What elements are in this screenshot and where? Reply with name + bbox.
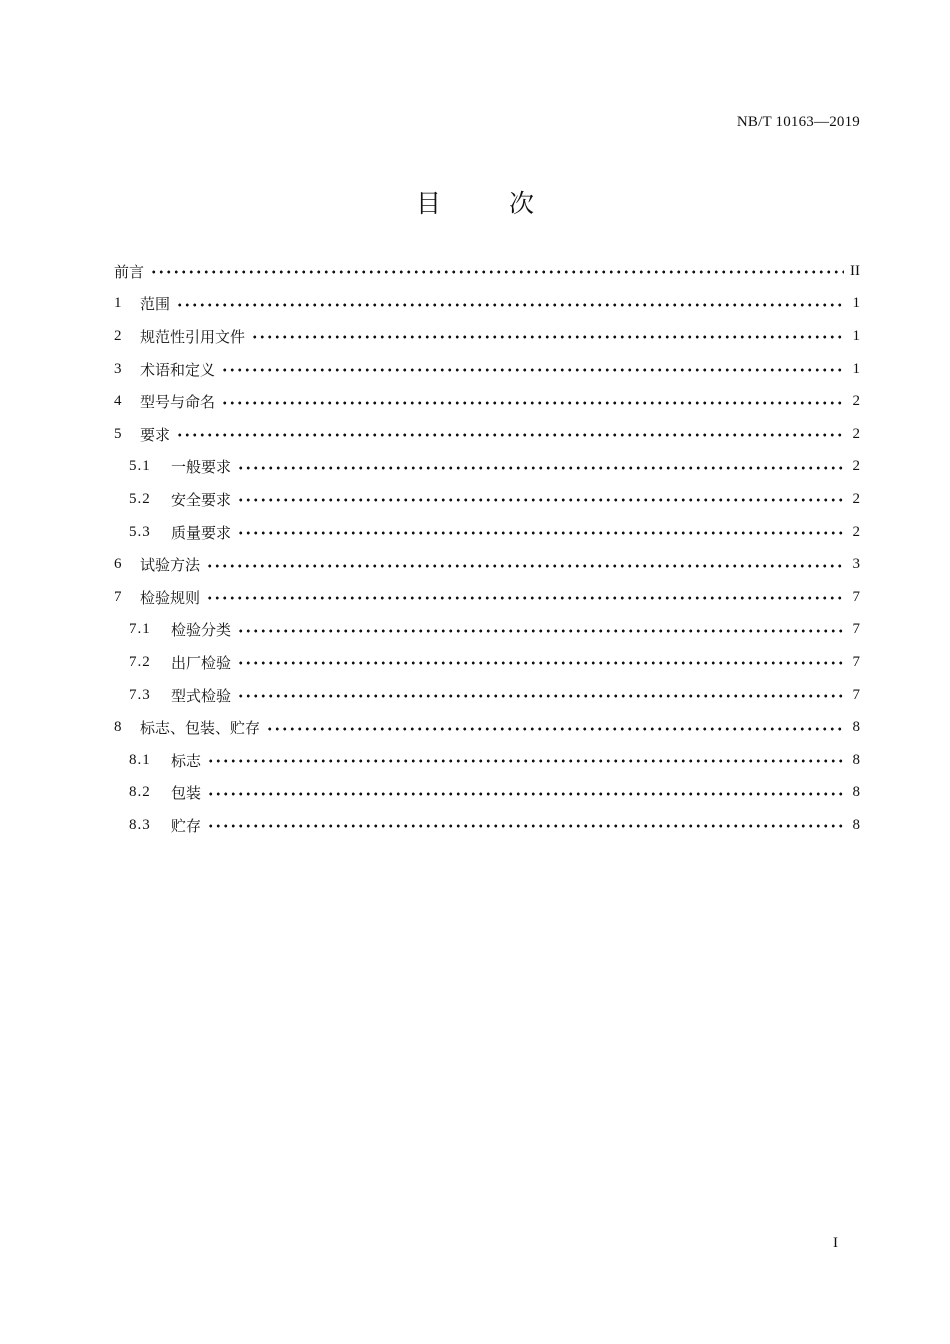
toc-entry-page: 8 [852, 719, 860, 736]
dot-leader [207, 792, 844, 796]
toc-entry[interactable] [114, 646, 860, 679]
toc-entry-page: 7 [852, 653, 860, 670]
dot-leader [237, 466, 844, 470]
dot-leader [206, 564, 844, 568]
toc-entry-label: 贮存 [171, 816, 202, 835]
toc-entry-page: II [850, 262, 860, 279]
toc-entry-label: 标志、包装、贮存 [140, 719, 261, 738]
toc-entry[interactable] [114, 679, 860, 712]
toc-entry-label: 规范性引用文件 [140, 327, 246, 346]
toc-entry[interactable] [114, 320, 860, 353]
dot-leader [206, 596, 844, 600]
dot-leader [221, 401, 844, 405]
document-code: NB/T 10163—2019 [736, 114, 860, 130]
toc-entry-number: 7.3 [129, 686, 151, 703]
toc-entry[interactable] [114, 483, 860, 516]
toc-title: 目 次 [416, 189, 564, 218]
toc-entry-page: 1 [852, 360, 860, 377]
toc-entry-label: 术语和定义 [140, 360, 216, 379]
toc-entry-page: 2 [852, 425, 860, 442]
dot-leader [237, 531, 844, 535]
toc-entry-label: 试验方法 [140, 556, 201, 575]
toc-entry[interactable] [114, 711, 860, 744]
toc-entry-number: 3 [114, 360, 122, 377]
toc-entry-page: 7 [852, 686, 860, 703]
toc-entry[interactable] [114, 288, 860, 321]
toc-entry[interactable] [114, 255, 860, 288]
toc-entry[interactable] [114, 548, 860, 581]
page-number: I [833, 1235, 838, 1251]
toc-entry-page: 8 [852, 751, 860, 768]
dot-leader [176, 433, 844, 437]
toc-entry-page: 2 [852, 490, 860, 507]
dot-leader [237, 661, 844, 665]
dot-leader [237, 498, 844, 502]
dot-leader [251, 335, 844, 339]
toc-entry-number: 6 [114, 556, 122, 573]
toc-entry-page: 2 [852, 523, 860, 540]
toc-entry-label: 型式检验 [171, 686, 232, 705]
toc-entry-page: 3 [852, 556, 860, 573]
toc-entry-page: 8 [852, 816, 860, 833]
toc-entry-number: 8.3 [129, 816, 151, 833]
toc-entry[interactable] [114, 809, 860, 842]
dot-leader [237, 694, 844, 698]
toc-entry-page: 2 [852, 393, 860, 410]
toc-entry[interactable] [114, 451, 860, 484]
dot-leader [150, 270, 844, 274]
toc-entry-label: 标志 [171, 751, 202, 770]
toc-entry-page: 7 [852, 588, 860, 605]
toc-entry[interactable] [114, 353, 860, 386]
toc-entry-label: 安全要求 [171, 490, 232, 509]
toc-entry-page: 1 [852, 295, 860, 312]
toc-entry-number: 5 [114, 425, 122, 442]
dot-leader [207, 824, 844, 828]
toc-entry-label: 包装 [171, 784, 202, 803]
toc-entry[interactable] [114, 385, 860, 418]
table-of-contents [114, 255, 860, 842]
toc-entry-label: 要求 [140, 425, 171, 444]
toc-entry-number: 8.1 [129, 751, 151, 768]
toc-entry[interactable] [114, 614, 860, 647]
toc-entry-number: 1 [114, 295, 122, 312]
toc-entry[interactable] [114, 418, 860, 451]
toc-entry[interactable] [114, 777, 860, 810]
toc-entry-number: 7.1 [129, 621, 151, 638]
toc-entry-number: 7 [114, 588, 122, 605]
toc-entry-page: 7 [852, 621, 860, 638]
toc-entry-label: 质量要求 [171, 523, 232, 542]
toc-entry-page: 8 [852, 784, 860, 801]
dot-leader [221, 368, 844, 372]
dot-leader [266, 727, 844, 731]
toc-entry-label: 一般要求 [171, 458, 232, 477]
toc-entry-label: 范围 [140, 295, 171, 314]
toc-entry-page: 2 [852, 458, 860, 475]
toc-entry-number: 5.3 [129, 523, 151, 540]
toc-entry[interactable] [114, 581, 860, 614]
toc-entry-label: 前言 [114, 262, 145, 281]
toc-entry[interactable] [114, 516, 860, 549]
toc-entry-label: 型号与命名 [140, 393, 216, 412]
dot-leader [237, 629, 844, 633]
toc-entry-label: 检验分类 [171, 621, 232, 640]
toc-entry-number: 8.2 [129, 784, 151, 801]
toc-entry-number: 5.2 [129, 490, 151, 507]
toc-entry-label: 检验规则 [140, 588, 201, 607]
toc-entry-label: 出厂检验 [171, 653, 232, 672]
toc-entry-number: 8 [114, 719, 122, 736]
toc-entry-number: 2 [114, 327, 122, 344]
dot-leader [176, 303, 844, 307]
toc-entry-page: 1 [852, 327, 860, 344]
toc-entry[interactable] [114, 744, 860, 777]
dot-leader [207, 759, 844, 763]
toc-entry-number: 5.1 [129, 458, 151, 475]
toc-entry-number: 4 [114, 393, 122, 410]
toc-entry-number: 7.2 [129, 653, 151, 670]
